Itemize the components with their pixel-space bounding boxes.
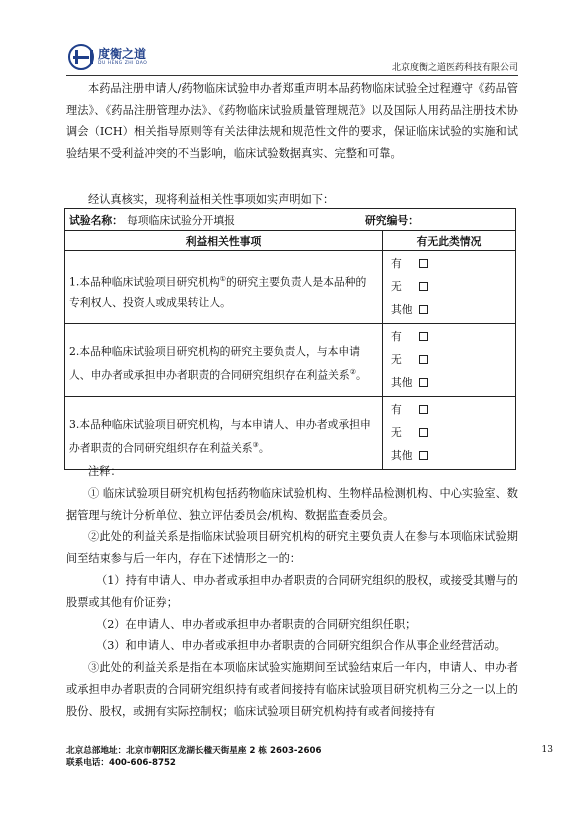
option-other-checkbox[interactable] [419, 378, 428, 387]
logo-seal-icon [68, 44, 94, 70]
option-yes-checkbox[interactable] [419, 405, 428, 414]
company-logo [68, 44, 147, 70]
option-no-label: 无 [391, 426, 402, 439]
logo-chinese-name: 度衡之道 [98, 46, 147, 61]
row-item-text: 1.本品种临床试验项目研究机构①的研究主要负责人是本品种的专利权人、投资人或成果转让人。 [65, 251, 383, 324]
table-row [65, 397, 516, 470]
page-footer [66, 745, 518, 769]
option-yes-label: 有 [391, 330, 402, 343]
note-3: ③此处的利益关系是指在本项临床试验实施期间至试验结束后一年内，申请人、申办者或承担申办者职责的合同研究组织持有或者间接持有临床试验项目研究机构三分之一以上的股份、股权，或拥有实际控制权；临床试验项目研究机构持有或者间接持有 [66, 661, 518, 718]
trial-name-label: 试验名称： [69, 214, 123, 227]
column-header-item: 利益相关性事项 [65, 231, 383, 251]
option-no-label: 无 [391, 353, 402, 366]
option-yes-checkbox[interactable] [419, 332, 428, 341]
row-options [383, 397, 516, 470]
option-no-checkbox[interactable] [419, 282, 428, 291]
trial-info-row [65, 209, 516, 231]
table-row [65, 251, 516, 324]
notes-section [66, 461, 518, 723]
note-1: ① 临床试验项目研究机构包括药物临床试验机构、生物样品检测机构、中心实验室、数据管理与统计分析单位、独立评估委员会/机构、数据监查委员会。 [66, 486, 518, 522]
note-2-item-2: （2）在申请人、申办者或承担申办者职责的合同研究组织任职； [96, 617, 417, 631]
table-header-row [65, 231, 516, 251]
option-other-label: 其他 [391, 376, 413, 389]
footer-address: 北京总部地址：北京市朝阳区龙湖长楹天街星座 2 栋 2603-2606 [66, 746, 322, 756]
page-number: 13 [541, 745, 553, 755]
confirm-paragraph: 经认真核实，现将利益相关性事项如实声明如下： [88, 193, 335, 206]
note-2-item-3: （3）和申请人、申办者或承担申办者职责的合同研究组织合作从事企业经营活动。 [96, 639, 506, 653]
row-item-text: 3.本品种临床试验项目研究机构，与本申请人、申办者或承担申办者职责的合同研究组织存在利益关系③。 [65, 397, 383, 470]
note-2: ②此处的利益关系是指临床试验项目研究机构的研究主要负责人在参与本项临床试验期间至结束参与后一年内，存在下述情形之一的： [66, 530, 518, 566]
note-2-item-1: （1）持有申请人、申办者或承担申办者职责的合同研究组织的股权，或接受其赠与的股票或其他有价证券； [66, 573, 518, 609]
column-header-status: 有无此类情况 [383, 231, 516, 251]
row-item-text: 2.本品种临床试验项目研究机构的研究主要负责人，与本申请人、申办者或承担申办者职责的合同研究组织存在利益关系②。 [65, 324, 383, 397]
notes-title: 注释： [88, 465, 122, 478]
option-other-checkbox[interactable] [419, 451, 428, 460]
row-options [383, 324, 516, 397]
option-other-label: 其他 [391, 303, 413, 316]
company-name: 北京度衡之道医药科技有限公司 [391, 63, 518, 73]
page-header [66, 42, 518, 76]
row-options [383, 251, 516, 324]
study-number-label: 研究编号： [365, 214, 419, 227]
option-no-checkbox[interactable] [419, 428, 428, 437]
table-row [65, 324, 516, 397]
intro-paragraph: 本药品注册申请人/药物临床试验申办者郑重声明本品药物临床试验全过程遵守《药品管理法》、《药品注册管理办法》、《药物临床试验质量管理规范》以及国际人用药品注册技术协调会（ICH）相关指导原则等有关法律法规和规范性文件的要求，保证临床试验的实施和试验结果不受利益冲突的不当影响，临床试验数据真实、完整和可靠。 [66, 82, 518, 160]
option-no-checkbox[interactable] [419, 355, 428, 364]
logo-english-name: DU HENG ZHI DAO [98, 60, 148, 66]
conflict-of-interest-table [64, 208, 516, 470]
option-other-label: 其他 [391, 449, 413, 462]
option-no-label: 无 [391, 280, 402, 293]
option-yes-label: 有 [391, 257, 402, 270]
option-other-checkbox[interactable] [419, 305, 428, 314]
option-yes-label: 有 [391, 403, 402, 416]
option-yes-checkbox[interactable] [419, 259, 428, 268]
footer-phone: 联系电话：400-606-8752 [66, 758, 176, 768]
trial-name-value: 每项临床试验分开填报 [126, 214, 235, 227]
